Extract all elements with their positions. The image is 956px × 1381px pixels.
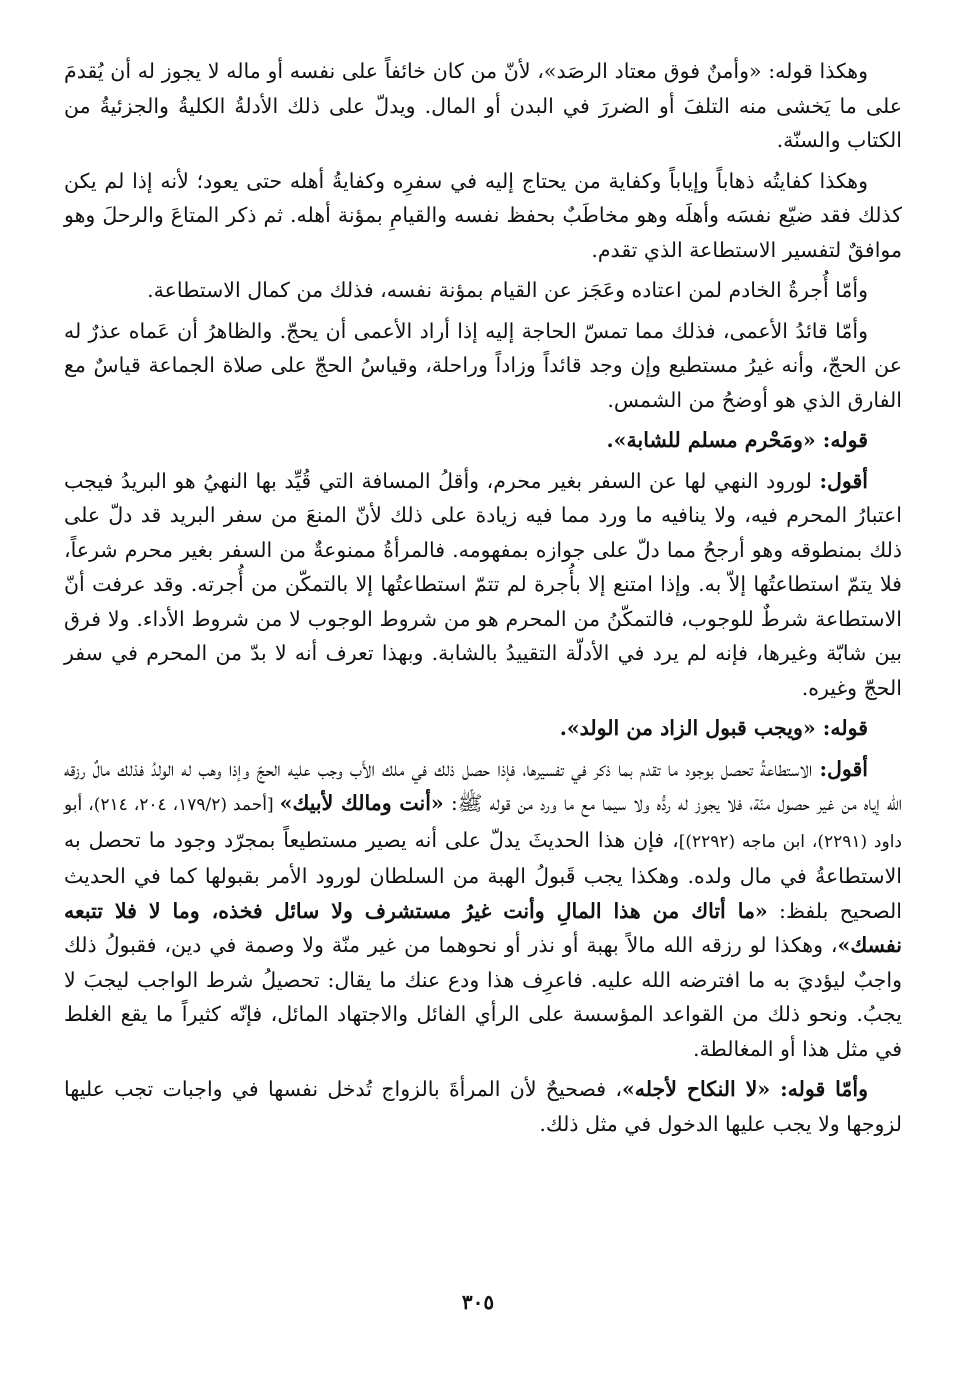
paragraph-zad bbox=[64, 752, 902, 1067]
paragraph-text: ، فإن هذا الحديثَ يدلّ على أنه يصير مستطيعاً بمجرّد وجود ما تحصل به الاستطاعةُ في مال ولده. وهكذا يجب قَبولُ الهبة من السلطان لورود الأمر بقبولها كما في الحديث الصحيح بلفظ: bbox=[64, 827, 902, 923]
paragraph-text: الاستطاعةُ تحصل بوجود ما تقدم بما ذكر في تفسيرها، فإذا حصل ذلك في ملك الأَب وجب عليه الحجّ وإذا وهب له الولدُ فذلك مالٌ رزقه الله إياه من غير حصول منّة، فلا يجوز له ردُّه ولا سيما مع ما ورد من قوله ﷺ: bbox=[64, 756, 903, 815]
heading-text: قوله: «ومَحْرم مسلم للشابة». bbox=[606, 428, 868, 452]
hadith-quote: «أنت ومالك لأبيك» bbox=[279, 791, 444, 815]
paragraph-text: ، فصحيحٌ لأن المرأةَ بالزواج تُدخل نفسها في واجبات تجب عليها لزوجها ولا يجب عليها الدخول في مثل ذلك. bbox=[64, 1077, 902, 1136]
paragraph-mahram bbox=[64, 464, 902, 706]
aqul-label: أقول: bbox=[819, 756, 868, 781]
paragraph-text: لورود النهي لها عن السفر بغير محرم، وأقلُ المسافة التي قُيِّد بها النهيُ هو البريدُ فيجب اعتبارُ المحرم فيه، ولا ينافيه ما ورد مما فيه زيادة على ذلك لأنّ المنعَ من سفر البريد قد دلّ على ذلك بمنطوقه وهو أرجحُ مما دلّ على جوازه بمفهومه. فالمرأةُ ممنوعةٌ من السفر بغير محرم شرعاً، فلا يتمّ استطاعتُها إلاّ به. وإذا امتنع إلا بأُجرة لم تتمّ استطاعتُها إلا بالتمكّن من أُجرته. وقد عرفت أنّ الاستطاعة شرطٌ للوجوب، فالتمكّنُ من المحرم هو من شروط الوجوب لا من شروط الأداء. ولا فرق بين شابّة وغيرها، فإنه لم يرد في الأدلّة التقييدُ بالشابة. وبهذا تعرف أنه لا بدّ من المحرم في سفر الحجّ وغيره. bbox=[64, 468, 902, 700]
hadith-reference: [أحمد (١٧٩/٢، ٢٠٤، ٢١٤)، أبو داود (٢٢٩١)، ابن ماجه (٢٢٩٢)] bbox=[64, 795, 902, 852]
paragraph-nikah bbox=[64, 1072, 902, 1141]
page-body bbox=[64, 54, 902, 1147]
paragraph-text: وأمّا قائدُ الأعمى، فذلك مما تمسّ الحاجة إليه إذا أراد الأعمى أن يحجّ. والظاهرُ أن عَماه عذرٌ له عن الحجّ، وأنه غيرُ مستطيع وإن وجد قائداً وزاداً وراحلة، وقياسُ الحجّ على صلاة الجماعة قياسٌ مع الفارق الذي هو أوضحُ من الشمس. bbox=[64, 318, 902, 412]
paragraph-3 bbox=[64, 273, 902, 308]
hadith-quote: «ما أتاك من هذا المالِ وأنت غيرُ مستشرف ولا سائل فخذه، وما لا فلا تتبعه نفسك» bbox=[64, 898, 902, 957]
heading-text: قوله: «ويجب قبول الزاد من الولد». bbox=[559, 716, 868, 740]
page-number: ٣٠٥ bbox=[461, 1290, 495, 1314]
paragraph-text: وأمّا أُجرةُ الخادم لمن اعتاده وعَجَز عن القيام بمؤنة نفسه، فذلك من كمال الاستطاعة. bbox=[147, 278, 868, 302]
section-heading-zad bbox=[64, 711, 902, 746]
heading-text: وأمّا قوله: «لا النكاح لأجله» bbox=[621, 1077, 868, 1101]
paragraph-text: وهكذا كفايتُه ذهاباً وإياباً وكفاية من يحتاج إليه في سفرِه وكفايةُ أهله حتى يعود؛ لأنه إذا لم يكن كذلك فقد ضيّع نفسَه وأهلَه وهو مخاطَبٌ بحفظ نفسه والقيامِ بمؤنة أهله. ثم ذكر المتاعَ والرحلَ وهو موافقٌ لتفسير الاستطاعة الذي تقدم. bbox=[64, 168, 902, 262]
section-heading-mahram bbox=[64, 423, 902, 458]
paragraph-2 bbox=[64, 164, 902, 268]
aqul-label: أقول: bbox=[819, 468, 868, 493]
paragraph-4 bbox=[64, 314, 902, 418]
paragraph-text: وهكذا قوله: «وأمنٌ فوق معتاد الرصَد»، لأنّ من كان خائفاً على نفسه أو ماله لا يجوز له أن يُقدمَ على ما يَخشى منه التلفَ أو الضررَ في البدن أو المال. ويدلّ على ذلك الأدلةُ الكليةُ والجزئيةُ من الكتاب والسنّة. bbox=[64, 59, 902, 152]
paragraph-1 bbox=[64, 54, 902, 158]
paragraph-text: ، وهكذا لو رزقه الله مالاً بهبة أو نذر أو نحوهما من غير منّة ولا وصمة في دين، فقبولُ ذلك واجبٌ ليؤديَ به ما افترضه الله عليه. فاعرِف هذا ودع عنك ما يقال: تحصيلُ شرط الواجب ليجبَ لا يجبُ. ونحو ذلك من القواعد المؤسسة على الرأي الفائل والاجتهاد المائل، فإنّه كثيراً ما يقع الغلط في مثل هذا أو المغالطة. bbox=[64, 933, 902, 1061]
